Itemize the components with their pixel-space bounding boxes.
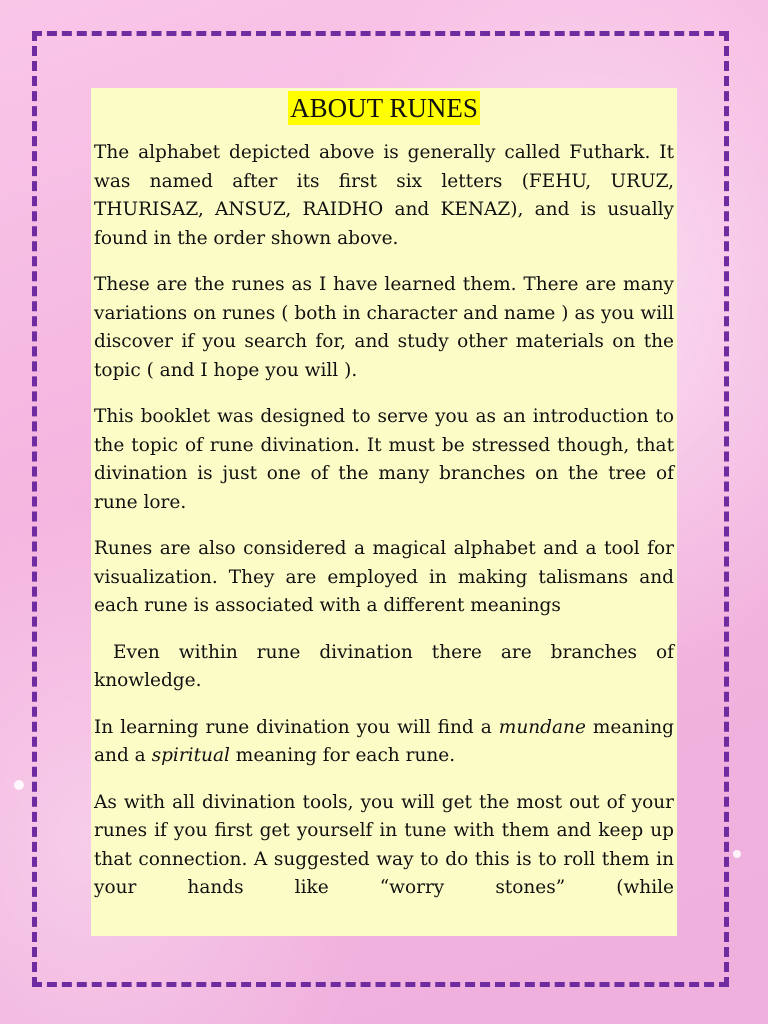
- paragraph-branches: Even within rune divination there are branches of knowledge.: [94, 641, 680, 691]
- text-panel: [91, 88, 680, 936]
- paragraph-magical-alphabet: Runes are also considered a magical alphabet and a tool for visualization. They are employed in making talismans and each rune is associated with a different meanings: [94, 538, 674, 616]
- paragraph-futhark: The alphabet depicted above is generally called Futhark. It was named after its first six letters (FEHU, URUZ, THURISAZ, ANSUZ, RAIDHO and KENAZ), and is usually found in the order shown above.: [94, 142, 674, 249]
- emphasis-mundane: mundane: [498, 716, 586, 738]
- emphasis-spiritual: spiritual: [151, 745, 230, 766]
- paragraph-divination-tools: As with all divination tools, you will get the most out of your runes if you first get yourself in tune with them and keep up that connection. A suggested way to do this is to roll them in your hands like “worry stones” (while: [94, 791, 674, 898]
- paragraph-variations: These are the runes as I have learned them. There are many variations on runes ( both in character and name ) as you will discover if you search for, and study other materials on the topic ( and I hope you will ).: [94, 274, 674, 381]
- paragraph-meanings: [94, 714, 674, 771]
- page-title: ABOUT RUNES: [290, 93, 478, 123]
- sparkle-decoration: [14, 780, 24, 790]
- sparkle-decoration: [733, 850, 741, 858]
- meanings-text-end: meaning for each rune.: [229, 745, 456, 766]
- paragraph-booklet: This booklet was designed to serve you as an introduction to the topic of rune divination. It must be stressed though, that divination is just one of the many branches on the tree of rune lore.: [94, 406, 674, 513]
- meanings-text-start: In learning rune divination you will find a: [94, 716, 499, 738]
- meanings-text-middle: meaning and a: [94, 716, 674, 766]
